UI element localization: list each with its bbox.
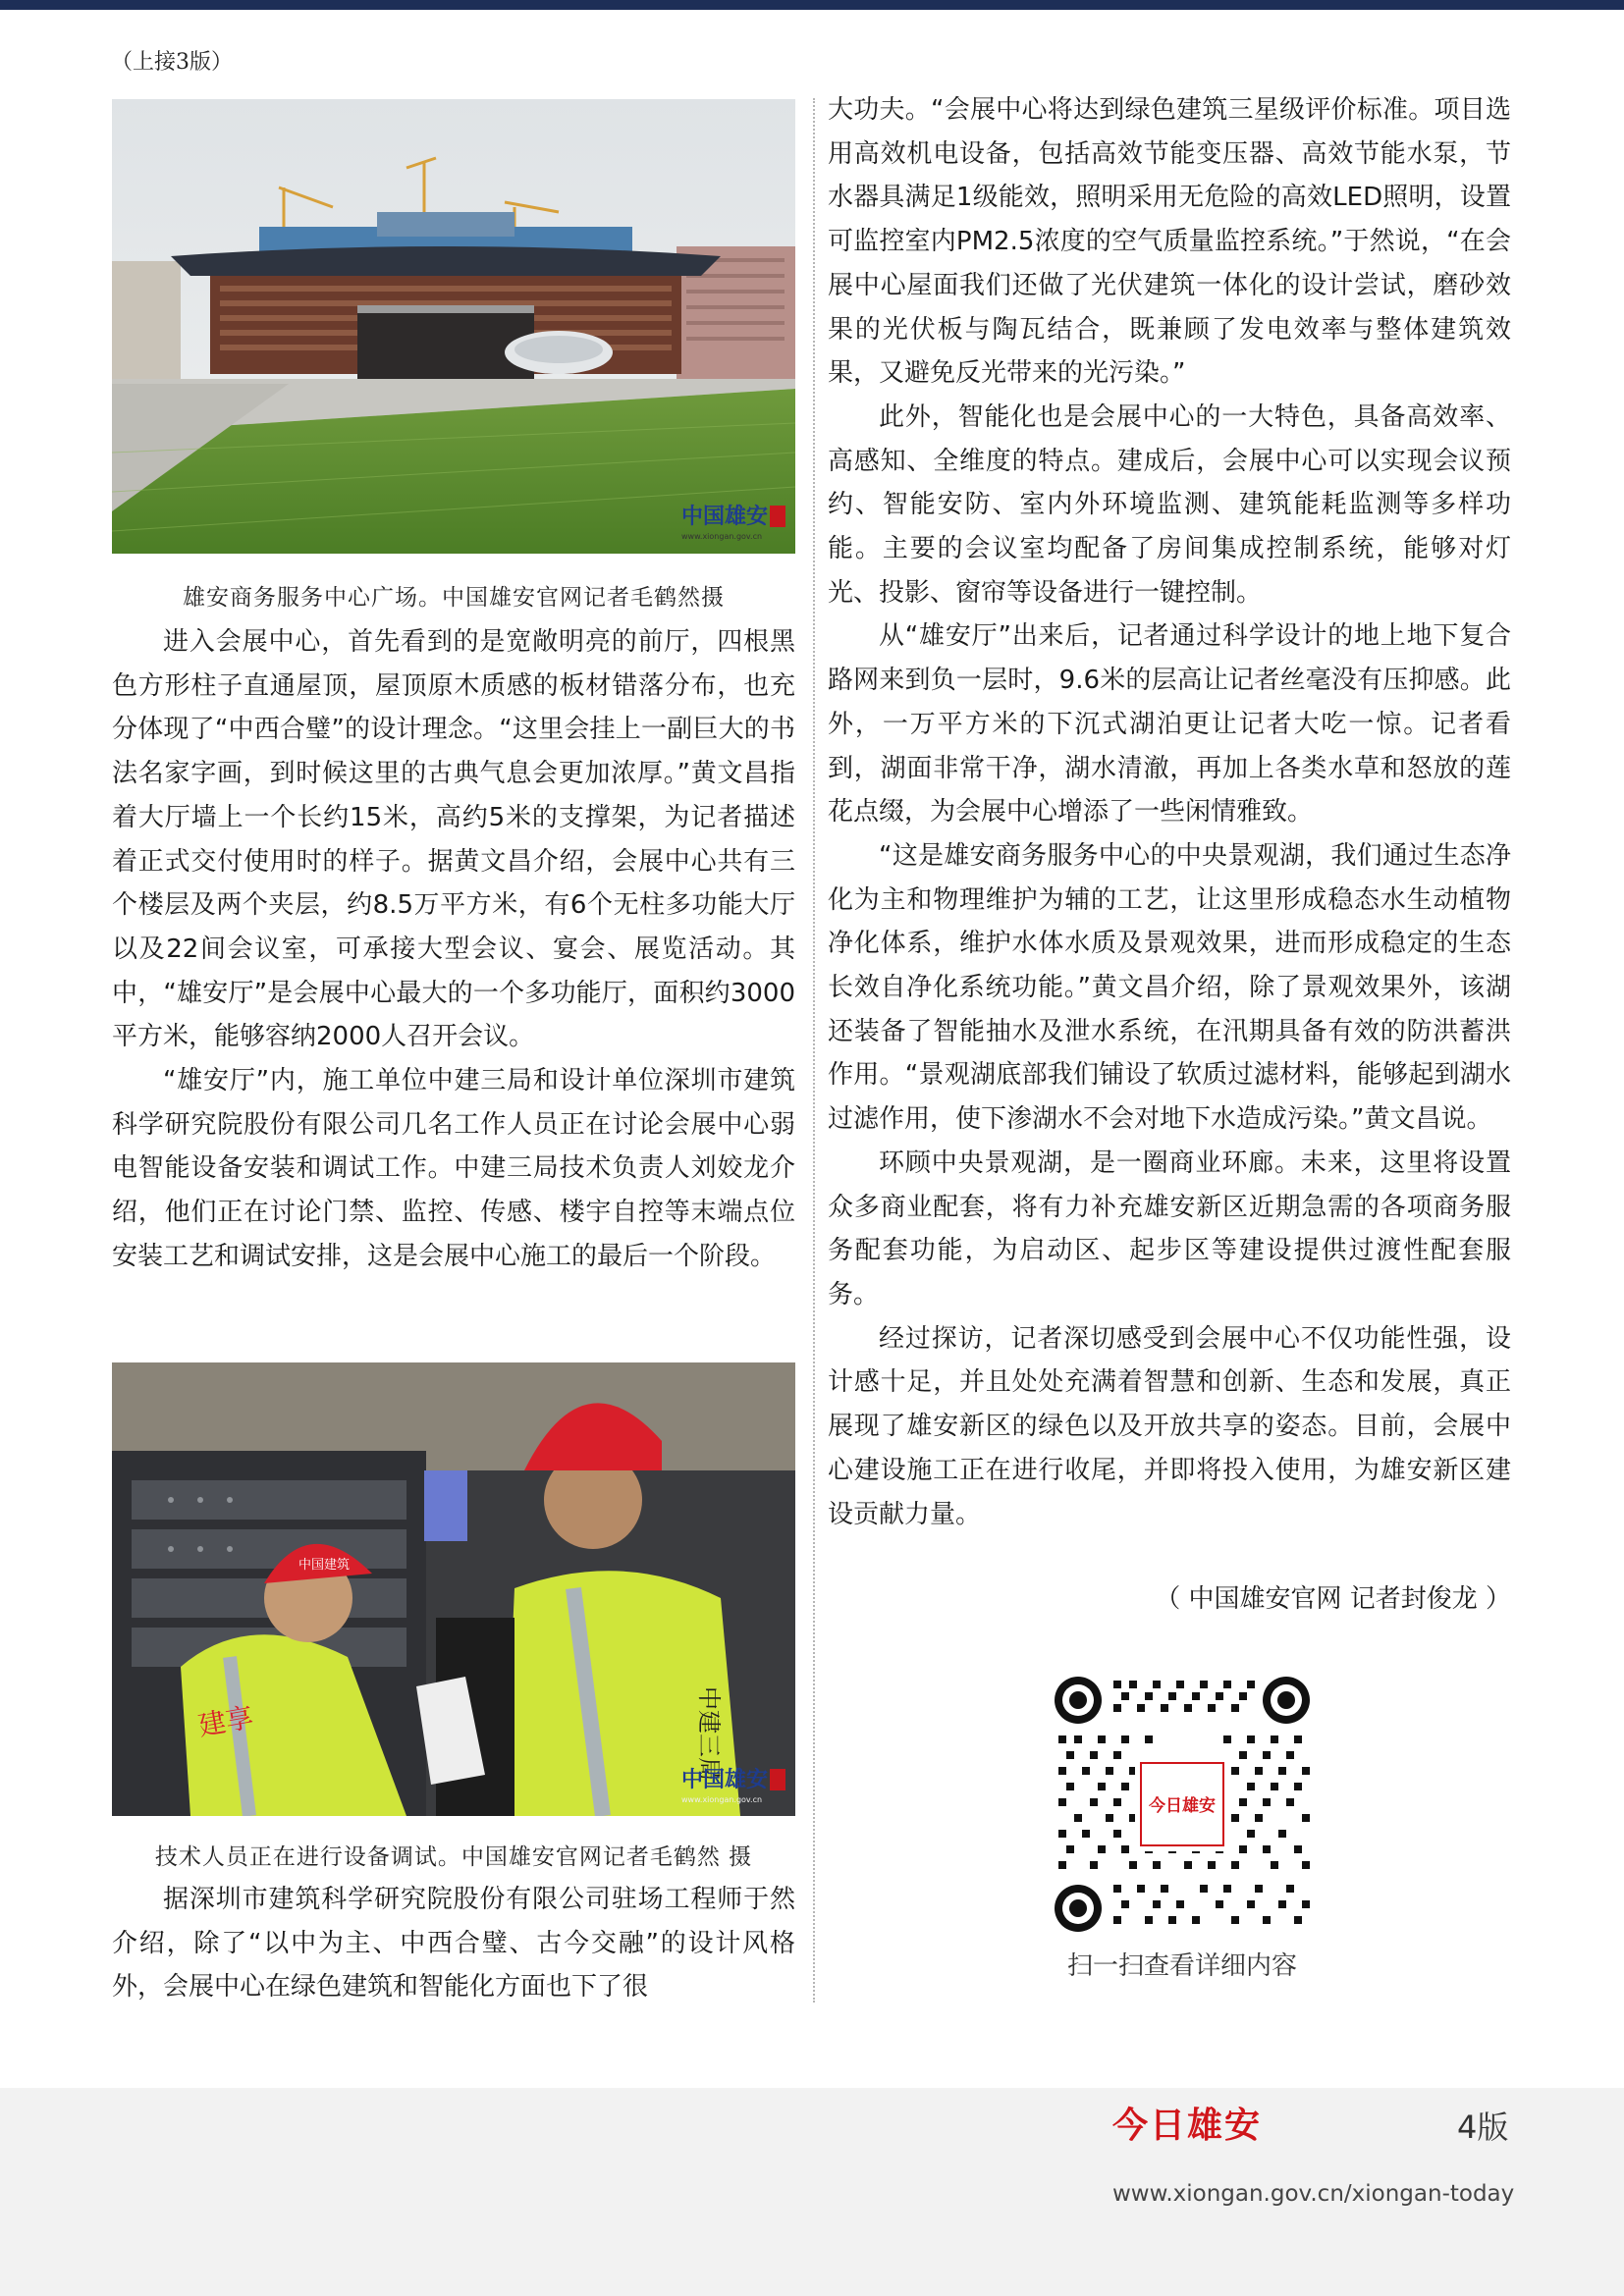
watermark-text: 中国雄安 [681,504,769,529]
qr-code[interactable] [1055,1677,1310,1932]
column-divider [813,98,815,2002]
paragraph: 环顾中央景观湖，是一圈商业环廊。未来，这里将设置众多商业配套，将有力补充雄安新区近期急需的各项商务服务配套功能，为启动区、起步区等建设提供过渡性配套服务。 [828,1148,1511,1309]
top-bar [0,0,1624,10]
article-left-bottom [112,1878,795,2009]
plaza-photo [112,99,795,554]
watermark-url: www.xiongan.gov.cn [681,1795,763,1804]
watermark-url: www.xiongan.gov.cn [681,532,763,541]
footer-url[interactable]: www.xiongan.gov.cn/xiongan-today [1112,2181,1515,2207]
article-left-top [112,620,795,1279]
helmet-text: 中国建筑 [298,1558,351,1573]
article-right [828,88,1511,1536]
paragraph: 大功夫。“会展中心将达到绿色建筑三星级评价标准。项目选用高效机电设备，包括高效节能变压器、高效节能水泵，节水器具满足1级能效，照明采用无危险的高效LED照明，设置可监控室内PM2.5浓度的空气质量监控系统。”于然说，“在会展中心屋面我们还做了光伏建筑一体化的设计尝试，磨砂效果的光伏板与陶瓦结合，既兼顾了发电效率与整体建筑效果，又避免反光带来的光污染。” [828,95,1511,389]
photo-caption: 技术人员正在进行设备调试。中国雄安官网记者毛鹤然 摄 [154,1844,753,1870]
qr-center-label: 今日雄安 [1149,1796,1216,1816]
paragraph: 此外，智能化也是会展中心的一大特色，具备高效率、高感知、全维度的特点。建成后，会展中心可以实现会议预约、智能安防、室内外环境监测、建筑能耗监测等多样功能。主要的会议室均配备了房间集成控制系统，能够对灯光、投影、窗帘等设备进行一键控制。 [828,401,1511,608]
paragraph: 经过探访，记者深切感受到会展中心不仅功能性强，设计感十足，并且处处充满着智慧和创新、生态和发展，真正展现了雄安新区的绿色以及开放共享的姿态。目前，会展中心建设施工正在进行收尾，并即将投入使用，为雄安新区建设贡献力量。 [828,1323,1511,1529]
paragraph: 进入会展中心，首先看到的是宽敞明亮的前厅，四根黑色方形柱子直通屋顶，屋顶原木质感的板材错落分布，也充分体现了“中西合璧”的设计理念。“这里会挂上一副巨大的书法名家字画，到时候这里的古典气息会更加浓厚。”黄文昌指着大厅墙上一个长约15米，高约5米的支撑架，为记者描述着正式交付使用时的样子。据黄文昌介绍，会展中心共有三个楼层及两个夹层，约8.5万平方米，有6个无柱多功能大厅以及22间会议室，可承接大型会议、宴会、展览活动。其中，“雄安厅”是会展中心最大的一个多功能厅，面积约3000平方米，能够容纳2000人召开会议。 [112,627,795,1052]
qr-label: 扫一扫查看详细内容 [1066,1951,1297,1981]
footer-brand: 今日雄安 [1112,2105,1263,2146]
continued-note: （上接3版） [111,50,233,75]
paragraph: 从“雄安厅”出来后，记者通过科学设计的地上地下复合路网来到负一层时，9.6米的层高让记者丝毫没有压抑感。此外，一万平方米的下沉式湖泊更让记者大吃一惊。记者看到，湖面非常干净，湖水清澈，再加上各类水草和怒放的莲花点缀，为会展中心增添了一些闲情雅致。 [828,621,1511,828]
photo-caption: 雄安商务服务中心广场。中国雄安官网记者毛鹤然摄 [183,585,725,611]
technicians-photo [112,1362,795,1816]
paragraph: 据深圳市建筑科学研究院股份有限公司驻场工程师于然介绍，除了“以中为主、中西合璧、古今交融”的设计风格外，会展中心在绿色建筑和智能化方面也下了很 [112,1885,795,2002]
vest-text-left: 建享 [195,1700,256,1742]
paragraph: “雄安厅”内，施工单位中建三局和设计单位深圳市建筑科学研究院股份有限公司几名工作人员正在讨论会展中心弱电智能设备安装和调试工作。中建三局技术负责人刘姣龙介绍，他们正在讨论门禁、监控、传感、楼宇自控等末端点位安装工艺和调试安排，这是会展中心施工的最后一个阶段。 [112,1066,795,1271]
byline: （ 中国雄安官网 记者封俊龙 ） [1155,1584,1511,1614]
page-number: 4版 [1457,2109,1509,2146]
vest-text-right: 中建三局 [695,1686,723,1781]
paragraph: “这是雄安商务服务中心的中央景观湖，我们通过生态净化为主和物理维护为辅的工艺，让这里形成稳态水生动植物净化体系，维护水体水质及景观效果，进而形成稳定的生态长效自净化系统功能。”黄文昌介绍，除了景观效果外，该湖还装备了智能抽水及泄水系统，在汛期具备有效的防洪蓄洪作用。“景观湖底部我们铺设了软质过滤材料，能够起到湖水过滤作用，使下渗湖水不会对地下水造成污染。”黄文昌说。 [828,840,1511,1135]
watermark-text: 中国雄安 [681,1767,769,1792]
